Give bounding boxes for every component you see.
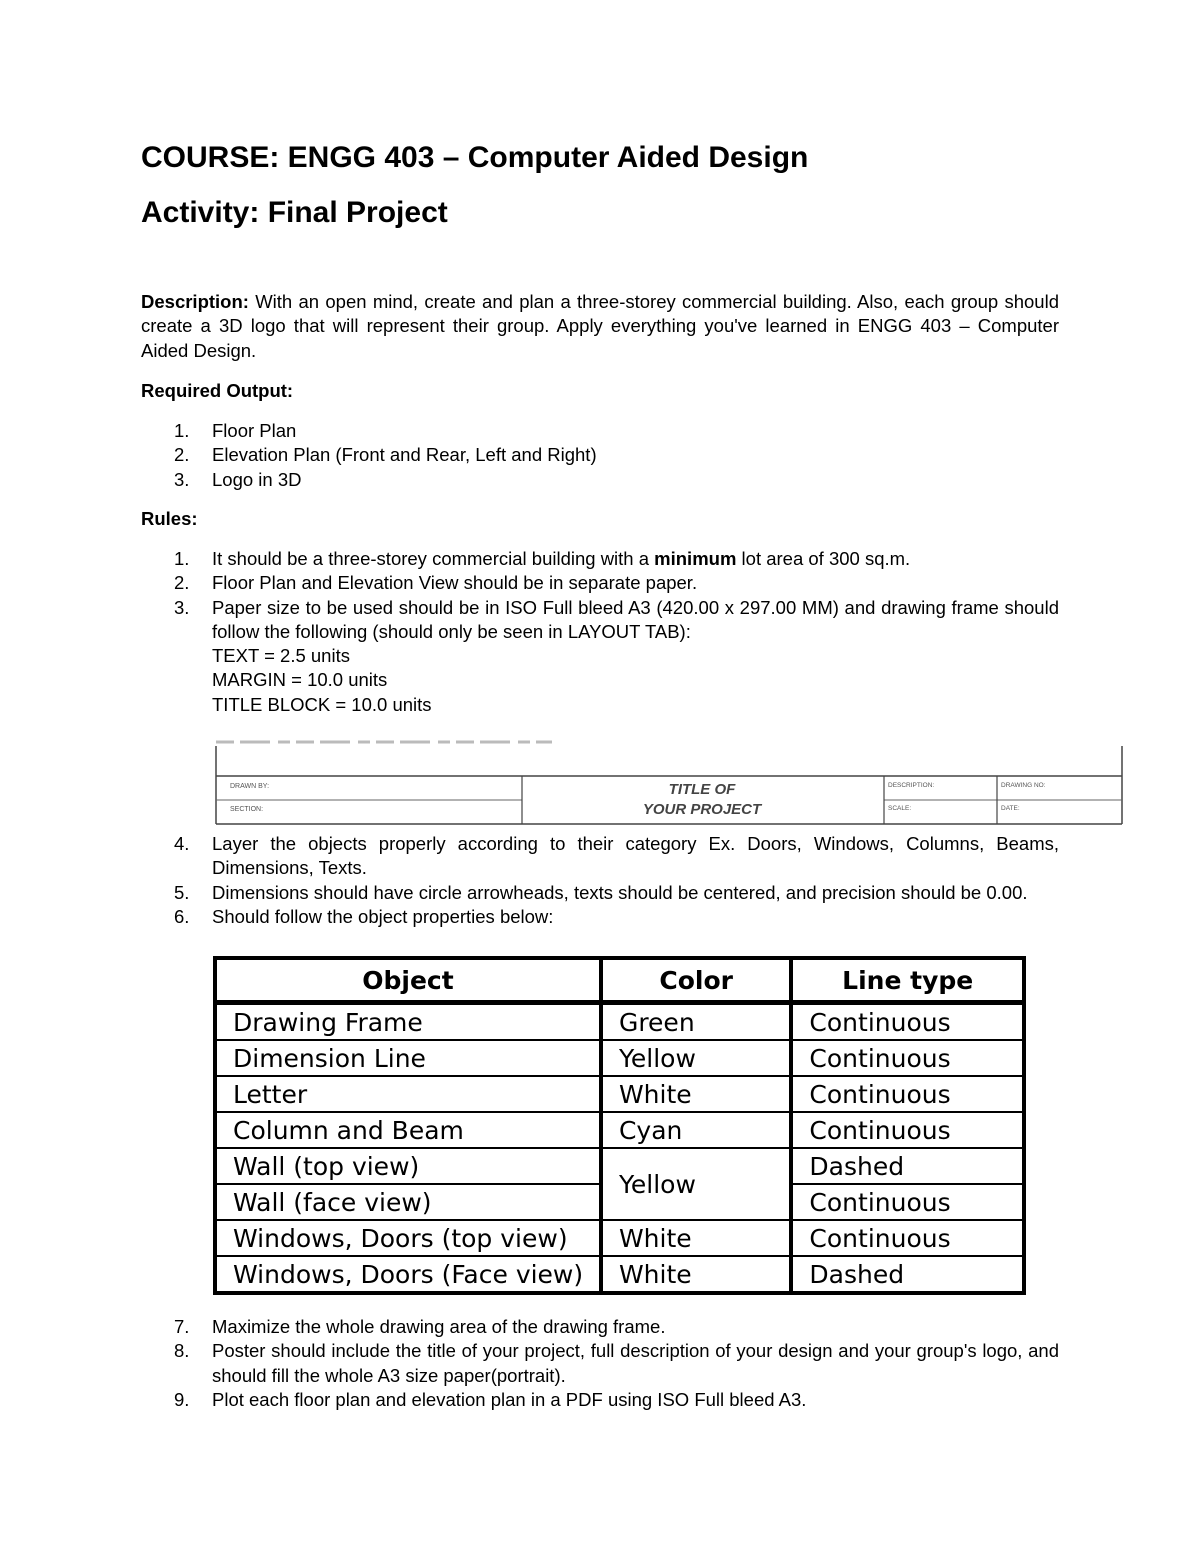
list-text: Plot each floor plan and elevation plan in a PDF using ISO Full bleed A3. (212, 1388, 807, 1410)
table-cell: Continuous (791, 1112, 1024, 1148)
list-number: 6. (174, 905, 190, 927)
table-cell: Dashed (791, 1256, 1024, 1293)
table-cell: Column and Beam (215, 1112, 601, 1148)
rules-list-final (0, 1315, 1059, 1412)
table-cell: Cyan (601, 1112, 791, 1148)
list-item (0, 419, 1059, 443)
list-text: Layer the objects properly according to their category Ex. Doors, Windows, Columns, Beams, Dimensions, Texts. (212, 833, 1059, 879)
header-color: Color (601, 958, 791, 1003)
table-cell: Green (601, 1003, 791, 1041)
list-item (0, 905, 1059, 929)
list-number: 9. (174, 1388, 190, 1410)
list-number: 2. (174, 444, 190, 466)
table-cell: Dimension Line (215, 1040, 601, 1076)
list-item (0, 1339, 1059, 1388)
table-cell: Letter (215, 1076, 601, 1112)
list-item (0, 1315, 1059, 1339)
table-row (215, 1220, 1024, 1256)
list-text: Paper size to be used should be in ISO Full bleed A3 (420.00 x 297.00 MM) and drawing frame should follow the following (should only be seen in LAYOUT TAB): TEXT = 2.5 units MARGIN = 10.0 units TITLE BLOCK = 10.0 units (212, 596, 1059, 717)
project-title-line2: YOUR PROJECT (642, 801, 762, 818)
list-number: 4. (174, 833, 190, 854)
list-text: Floor Plan (212, 420, 297, 441)
list-number: 1. (174, 548, 190, 569)
table-cell-merged: Yellow (601, 1148, 791, 1220)
description-text: With an open mind, create and plan a three-storey commercial building. Also, each group should create a 3D logo that will represent their group. Apply everything you've learned in ENGG 403 – Computer Aided Design. (141, 291, 1059, 361)
table-cell: Continuous (791, 1076, 1024, 1112)
table-cell: Continuous (791, 1003, 1024, 1041)
table-cell: Continuous (791, 1220, 1024, 1256)
drawn-by-label: DRAWN BY: (230, 783, 270, 790)
table-row (215, 1256, 1024, 1293)
table-cell: Continuous (791, 1040, 1024, 1076)
table-cell: White (601, 1256, 791, 1293)
project-title-line1: TITLE OF (668, 781, 736, 798)
list-number: 7. (174, 1316, 190, 1337)
list-item (0, 571, 1059, 595)
list-text: It should be a three-storey commercial building with a minimum lot area of 300 sq.m. (212, 548, 911, 569)
list-number: 8. (174, 1340, 190, 1362)
table-cell: Wall (top view) (215, 1148, 601, 1184)
list-text: Logo in 3D (212, 468, 302, 490)
list-text: Poster should include the title of your project, full description of your design and your group's logo, and should fill the whole A3 size paper(portrait). (212, 1340, 1059, 1386)
object-properties-table (213, 956, 1026, 1295)
list-item (0, 832, 1059, 881)
list-text: Maximize the whole drawing area of the drawing frame. (212, 1316, 666, 1337)
activity-title: Activity: Final Project (141, 196, 448, 229)
table-cell: White (601, 1076, 791, 1112)
required-output-list (0, 419, 1059, 492)
table-cell: Continuous (791, 1184, 1024, 1220)
scale-label: SCALE: (888, 805, 912, 812)
rules-list-continued (0, 832, 1059, 929)
rules-label: Rules: (141, 508, 198, 529)
list-item (0, 1388, 1059, 1412)
table-header-row (215, 958, 1024, 1003)
course-title: COURSE: ENGG 403 – Computer Aided Design (141, 141, 809, 174)
table-row (215, 1076, 1024, 1112)
table-row (215, 1040, 1024, 1076)
list-item (0, 443, 1059, 467)
description-label: Description: (141, 291, 249, 312)
table-cell: White (601, 1220, 791, 1256)
table-cell: Windows, Doors (top view) (215, 1220, 601, 1256)
text-setting: TEXT = 2.5 units (212, 645, 350, 667)
table-cell: Yellow (601, 1040, 791, 1076)
margin-setting: MARGIN = 10.0 units (212, 669, 388, 691)
list-number: 3. (174, 468, 190, 490)
title-block-image (212, 740, 1124, 826)
list-number: 2. (174, 572, 190, 594)
list-item (0, 468, 1059, 492)
description-paragraph (141, 290, 1059, 363)
list-number: 3. (174, 596, 190, 618)
list-item (0, 881, 1059, 905)
list-text: Elevation Plan (Front and Rear, Left and Right) (212, 444, 597, 466)
description-field-label: DESCRIPTION: (888, 782, 935, 789)
list-number: 5. (174, 881, 190, 903)
list-item (0, 547, 1059, 571)
table-row (215, 1112, 1024, 1148)
header-line-type: Line type (791, 958, 1024, 1003)
list-text: Dimensions should have circle arrowheads, texts should be centered, and precision should be 0.00. (212, 881, 1028, 903)
list-text: Floor Plan and Elevation View should be in separate paper. (212, 572, 698, 594)
date-label: DATE: (1001, 805, 1020, 812)
table-row (215, 1003, 1024, 1041)
table-cell: Drawing Frame (215, 1003, 601, 1041)
list-number: 1. (174, 420, 190, 441)
table-cell: Wall (face view) (215, 1184, 601, 1220)
drawing-no-label: DRAWING NO: (1001, 782, 1046, 789)
required-output-label: Required Output: (141, 380, 294, 401)
header-object: Object (215, 958, 601, 1003)
title-block-setting: TITLE BLOCK = 10.0 units (212, 693, 432, 715)
list-text: Should follow the object properties below: (212, 905, 554, 927)
table-row (215, 1148, 1024, 1184)
table-cell: Dashed (791, 1148, 1024, 1184)
list-item (0, 596, 1059, 717)
rules-list (0, 547, 1059, 717)
table-cell: Windows, Doors (Face view) (215, 1256, 601, 1293)
section-label: SECTION: (230, 806, 264, 813)
